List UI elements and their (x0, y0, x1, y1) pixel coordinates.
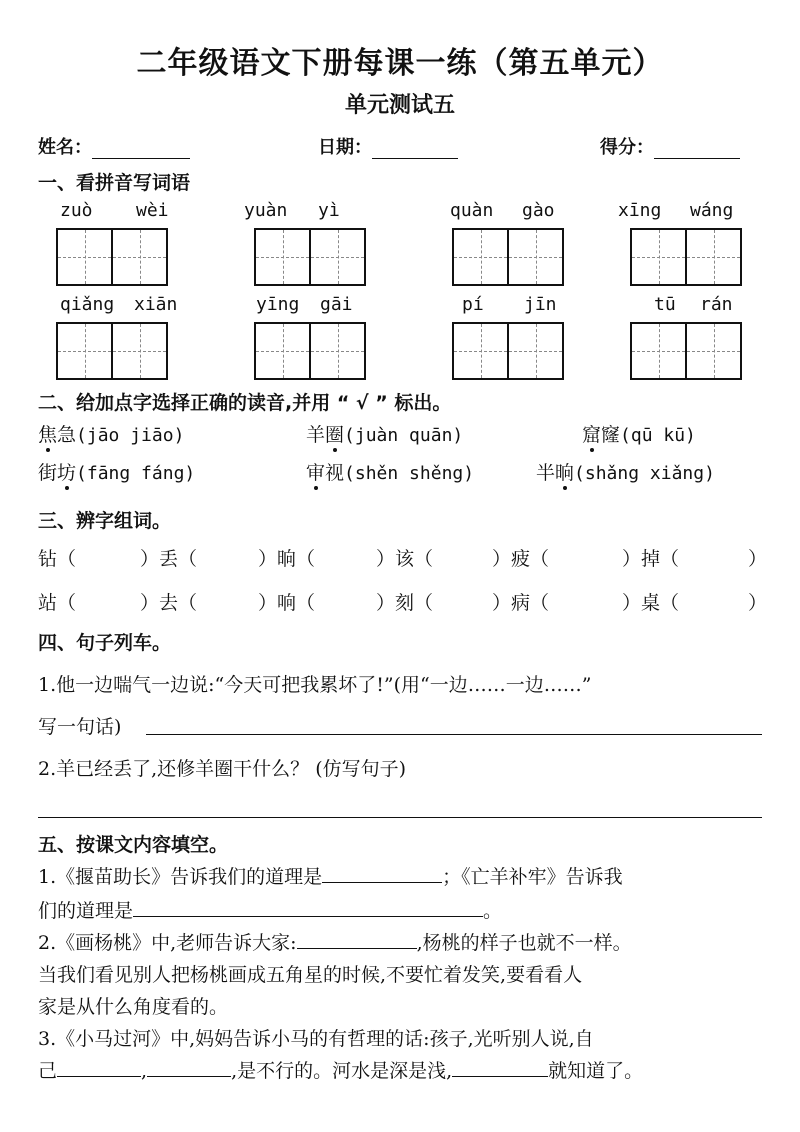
pinyin-label: rán (700, 294, 733, 315)
pinyin-label: xiān (134, 294, 178, 315)
pinyin-label: tū (654, 294, 676, 315)
word-group-cell[interactable]: ）桌（ (622, 592, 680, 614)
dotted-char: 坊 (57, 458, 76, 485)
section1-heading: 一、看拼音写词语 (38, 172, 191, 194)
pinyin-options: (jāo jiāo) (76, 425, 185, 446)
pinyin-options: (shǎng xiǎng) (574, 463, 715, 484)
pronunciation-item[interactable]: 焦急(jāo jiāo) (38, 420, 184, 447)
pinyin-options: (juàn quān) (344, 425, 464, 446)
fill-question-2: 2.《画杨桃》中,老师告诉大家: ,杨桃的样子也就不一样。 (38, 932, 632, 954)
section5-heading: 五、按课文内容填空。 (38, 834, 229, 856)
pinyin-label: quàn (450, 200, 494, 221)
section3-heading: 三、辨字组词。 (38, 510, 172, 532)
pinyin-label: zuò (60, 200, 93, 221)
name-label: 姓名： (38, 137, 92, 158)
word-group-cell[interactable]: ） (748, 592, 768, 614)
fill-blank[interactable] (147, 1058, 231, 1077)
fill-question-3-cont: 己 , ,是不行的。河水是深是浅, 就知道了。 (38, 1060, 644, 1082)
fill-blank[interactable] (452, 1058, 548, 1077)
pinyin-label: wáng (690, 200, 734, 221)
word-group-cell[interactable]: ）疲（ (492, 548, 550, 570)
word-group-cell[interactable]: ）病（ (492, 592, 550, 614)
sentence-question-1-cont: 写一句话) (38, 716, 122, 738)
answer-line[interactable] (38, 817, 762, 818)
pronunciation-item[interactable]: 半晌(shǎng xiǎng) (536, 458, 715, 485)
fill-question-2-cont: 当我们看见别人把杨桃画成五角星的时候,不要忙着发笑,要看看人 (38, 964, 583, 986)
fill-question-2-cont: 家是从什么角度看的。 (38, 996, 229, 1018)
name-field (38, 133, 190, 159)
word-group-cell[interactable]: ） (748, 548, 768, 570)
word-group-cell[interactable]: 站（ (38, 592, 77, 614)
writing-grid[interactable] (630, 228, 742, 286)
pinyin-label: jīn (524, 294, 557, 315)
fill-blank[interactable] (322, 864, 442, 883)
writing-grid[interactable] (452, 322, 564, 380)
dotted-char: 晌 (555, 458, 574, 485)
dotted-char: 焦 (38, 420, 57, 447)
pinyin-label: pí (462, 294, 484, 315)
name-blank[interactable] (92, 140, 190, 159)
pinyin-options: (shěn shěng) (344, 463, 475, 484)
pronunciation-item[interactable]: 窟窿(qū kū) (582, 420, 696, 447)
word-group-cell[interactable]: 钻（ (38, 548, 77, 570)
pronunciation-item[interactable]: 羊圈(juàn quān) (306, 420, 463, 447)
word-group-cell[interactable]: ）掉（ (622, 548, 680, 570)
answer-line[interactable] (146, 734, 762, 735)
fill-blank[interactable] (133, 898, 483, 917)
pronunciation-item[interactable]: 街坊(fāng fáng) (38, 458, 195, 485)
pinyin-label: qiǎng (60, 294, 115, 315)
sentence-question-1: 1.他一边喘气一边说:“今天可把我累坏了!”(用“一边……一边……” (38, 674, 592, 696)
fill-question-1-cont: 们的道理是 。 (38, 900, 503, 922)
pinyin-label: wèi (136, 200, 169, 221)
sentence-question-2: 2.羊已经丢了,还修羊圈干什么？ (仿写句子) (38, 758, 407, 780)
writing-grid[interactable] (254, 228, 366, 286)
section4-heading: 四、句子列车。 (38, 632, 172, 654)
score-field (600, 133, 740, 159)
writing-grid[interactable] (56, 228, 168, 286)
date-label: 日期： (318, 137, 372, 158)
word-group-cell[interactable]: ）刻（ (376, 592, 434, 614)
date-field (318, 133, 458, 159)
pinyin-label: xīng (618, 200, 662, 221)
fill-question-3: 3.《小马过河》中,妈妈告诉小马的有哲理的话:孩子,光听别人说,自 (38, 1028, 594, 1050)
page-title: 二年级语文下册每课一练（第五单元） (136, 46, 664, 81)
dotted-char: 圈 (325, 420, 344, 447)
pinyin-label: gào (522, 200, 555, 221)
pinyin-label: yuàn (244, 200, 288, 221)
dotted-char: 窟 (582, 420, 601, 447)
word-group-cell[interactable]: ）丢（ (140, 548, 198, 570)
page-subtitle: 单元测试五 (344, 93, 455, 118)
date-blank[interactable] (372, 140, 458, 159)
section2-heading: 二、给加点字选择正确的读音,并用 “ √ ” 标出。 (38, 392, 452, 414)
score-blank[interactable] (654, 140, 740, 159)
word-group-cell[interactable]: ）响（ (258, 592, 316, 614)
writing-grid[interactable] (56, 322, 168, 380)
fill-question-1: 1.《揠苗助长》告诉我们的道理是 ；《亡羊补牢》告诉我 (38, 866, 623, 888)
pinyin-label: yì (318, 200, 340, 221)
fill-blank[interactable] (57, 1058, 141, 1077)
pinyin-label: yīng (256, 294, 300, 315)
pronunciation-item[interactable]: 审视(shěn shěng) (306, 458, 474, 485)
word-group-cell[interactable]: ）该（ (376, 548, 434, 570)
pinyin-options: (qū kū) (620, 425, 696, 446)
word-group-cell[interactable]: ）去（ (140, 592, 198, 614)
word-group-cell[interactable]: ）晌（ (258, 548, 316, 570)
writing-grid[interactable] (630, 322, 742, 380)
score-label: 得分： (600, 137, 654, 158)
writing-grid[interactable] (254, 322, 366, 380)
pinyin-options: (fāng fáng) (76, 463, 196, 484)
dotted-char: 审 (306, 458, 325, 485)
writing-grid[interactable] (452, 228, 564, 286)
pinyin-label: gāi (320, 294, 353, 315)
fill-blank[interactable] (297, 930, 417, 949)
